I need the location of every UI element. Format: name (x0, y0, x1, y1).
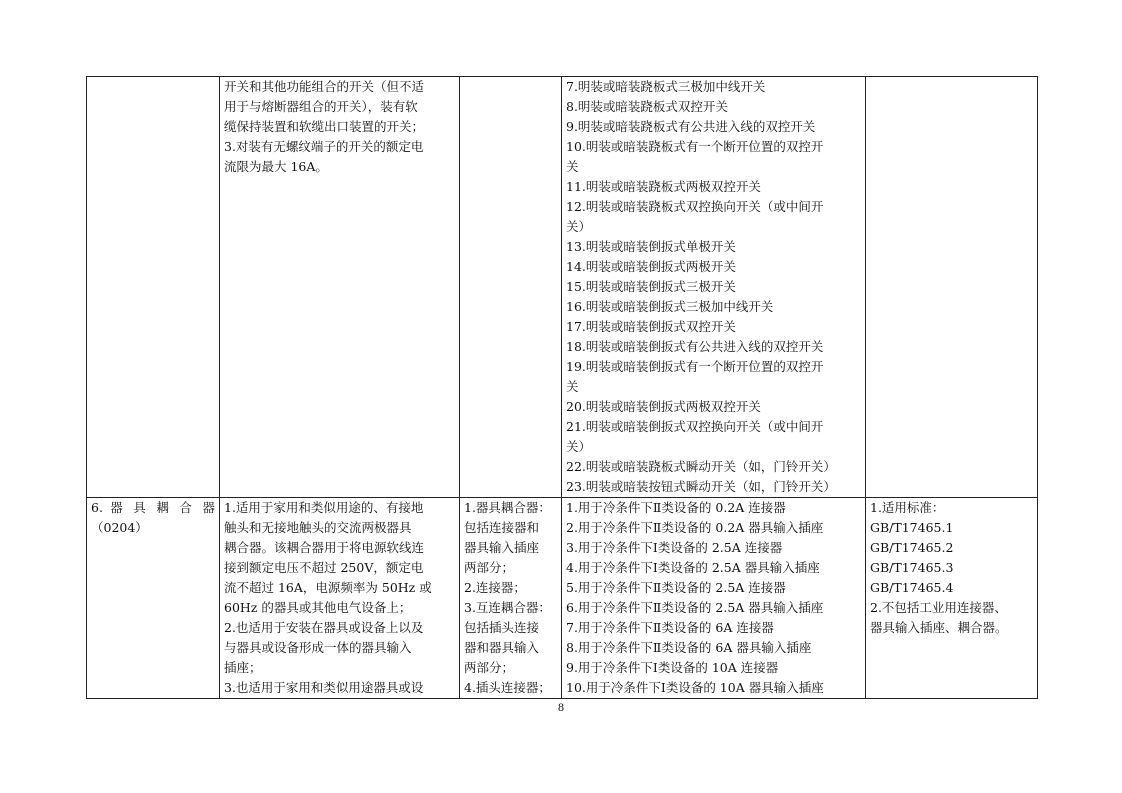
composition-cell (460, 498, 562, 699)
note-line: GB/T17465.4 (870, 580, 954, 595)
unit-line: 19.明装或暗装倒扳式有一个断开位置的双控开 (566, 359, 824, 374)
scope-line: 触头和无接地触头的交流两极器具 (224, 520, 412, 535)
unit-line: 12.明装或暗装跷板式双控换向开关（或中间开 (566, 199, 824, 214)
scope-line: 3.也适用于家用和类似用途器具或设 (224, 680, 424, 695)
unit-line: 8.明装或暗装跷板式双控开关 (566, 99, 728, 114)
composition-line: 器和器具输入 (464, 640, 540, 655)
note-line: GB/T17465.2 (870, 540, 954, 555)
scope-line: 插座； (224, 660, 262, 675)
scope-line: 缆保持装置和软缆出口装置的开关； (224, 119, 425, 134)
composition-line: 包括插头连接 (464, 620, 540, 635)
unit-line: 20.明装或暗装倒扳式两极双控开关 (566, 399, 761, 414)
unit-line: 8.用于冷条件下Ⅱ类设备的 6A 器具输入插座 (566, 640, 812, 655)
product-cell (87, 498, 220, 699)
page-number: 8 (558, 700, 564, 714)
unit-line: 9.明装或暗装跷板式有公共进入线的双控开关 (566, 119, 816, 134)
scope-line: 流不超过 16A，电源频率为 50Hz 或 (224, 580, 432, 595)
scope-cell (220, 498, 460, 699)
unit-line: 18.明装或暗装倒扳式有公共进入线的双控开关 (566, 339, 824, 354)
composition-line: 3.互连耦合器： (464, 600, 551, 615)
composition-line: 两部分； (464, 560, 515, 575)
units-cell (562, 498, 866, 699)
composition-line: 器具输入插座 (464, 540, 540, 555)
composition-line: 包括连接器和 (464, 520, 540, 535)
unit-line: 23.明装或暗装按钮式瞬动开关（如，门铃开关） (566, 479, 836, 494)
unit-line: 7.明装或暗装跷板式三极加中线开关 (566, 79, 766, 94)
product-cell (87, 77, 220, 498)
unit-line: 关） (566, 219, 592, 234)
unit-line: 5.用于冷条件下Ⅱ类设备的 2.5A 连接器 (566, 580, 786, 595)
units-cell (562, 77, 866, 498)
note-line: 器具输入插座、耦合器。 (870, 620, 1008, 635)
unit-line: 6.用于冷条件下Ⅱ类设备的 2.5A 器具输入插座 (566, 600, 824, 615)
unit-line: 关） (566, 439, 592, 454)
unit-line: 1.用于冷条件下Ⅱ类设备的 0.2A 连接器 (566, 500, 786, 515)
unit-line: 3.用于冷条件下Ⅰ类设备的 2.5A 连接器 (566, 540, 783, 555)
scope-cell (220, 77, 460, 498)
composition-line: 4.插头连接器； (464, 680, 551, 695)
scope-line: 3.对装有无螺纹端子的开关的额定电 (224, 139, 424, 154)
unit-line: 2.用于冷条件下Ⅱ类设备的 0.2A 器具输入插座 (566, 520, 824, 535)
note-line: 1.适用标准： (870, 500, 945, 515)
scope-line: 2.也适用于安装在器具或设备上以及 (224, 620, 424, 635)
composition-line: 2.连接器； (464, 580, 526, 595)
composition-line: 1.器具耦合器： (464, 500, 551, 515)
product-scope-table (86, 76, 1038, 699)
note-line: 2.不包括工业用连接器、 (870, 600, 1007, 615)
scope-line: 1.适用于家用和类似用途的、有接地 (224, 500, 424, 515)
unit-line: 16.明装或暗装倒扳式三极加中线开关 (566, 299, 774, 314)
scope-line: 接到额定电压不超过 250V，额定电 (224, 560, 424, 575)
note-line: GB/T17465.1 (870, 520, 954, 535)
composition-line: 两部分； (464, 660, 515, 675)
unit-line: 7.用于冷条件下Ⅱ类设备的 6A 连接器 (566, 620, 774, 635)
table-row (87, 498, 1038, 699)
unit-line: 4.用于冷条件下Ⅰ类设备的 2.5A 器具输入插座 (566, 560, 820, 575)
note-line: GB/T17465.3 (870, 560, 954, 575)
product-code: （0204） (91, 520, 148, 535)
unit-line: 10.用于冷条件下Ⅰ类设备的 10A 器具输入插座 (566, 680, 824, 695)
scope-line: 耦合器。该耦合器用于将电源软线连 (224, 540, 425, 555)
table-row (87, 77, 1038, 498)
unit-line: 11.明装或暗装跷板式两极双控开关 (566, 179, 761, 194)
unit-line: 9.用于冷条件下Ⅰ类设备的 10A 连接器 (566, 660, 779, 675)
product-name: 6. 器 具 耦 合 器 (91, 500, 215, 515)
scope-line: 流限为最大 16A。 (224, 159, 328, 174)
unit-line: 22.明装或暗装跷板式瞬动开关（如，门铃开关） (566, 459, 836, 474)
unit-line: 关 (566, 379, 579, 394)
unit-line: 10.明装或暗装跷板式有一个断开位置的双控开 (566, 139, 824, 154)
scope-line: 60Hz 的器具或其他电气设备上； (224, 600, 412, 615)
unit-line: 21.明装或暗装倒扳式双控换向开关（或中间开 (566, 419, 824, 434)
scope-line: 开关和其他功能组合的开关（但不适 (224, 79, 425, 94)
scope-line: 与器具或设备形成一体的器具输入 (224, 640, 412, 655)
unit-line: 13.明装或暗装倒扳式单极开关 (566, 239, 736, 254)
unit-line: 关 (566, 159, 579, 174)
composition-cell (460, 77, 562, 498)
unit-line: 17.明装或暗装倒扳式双控开关 (566, 319, 736, 334)
scope-line: 用于与熔断器组合的开关），装有软 (224, 99, 418, 114)
notes-cell (866, 77, 1038, 498)
unit-line: 14.明装或暗装倒扳式两极开关 (566, 259, 736, 274)
unit-line: 15.明装或暗装倒扳式三极开关 (566, 279, 736, 294)
notes-cell (866, 498, 1038, 699)
